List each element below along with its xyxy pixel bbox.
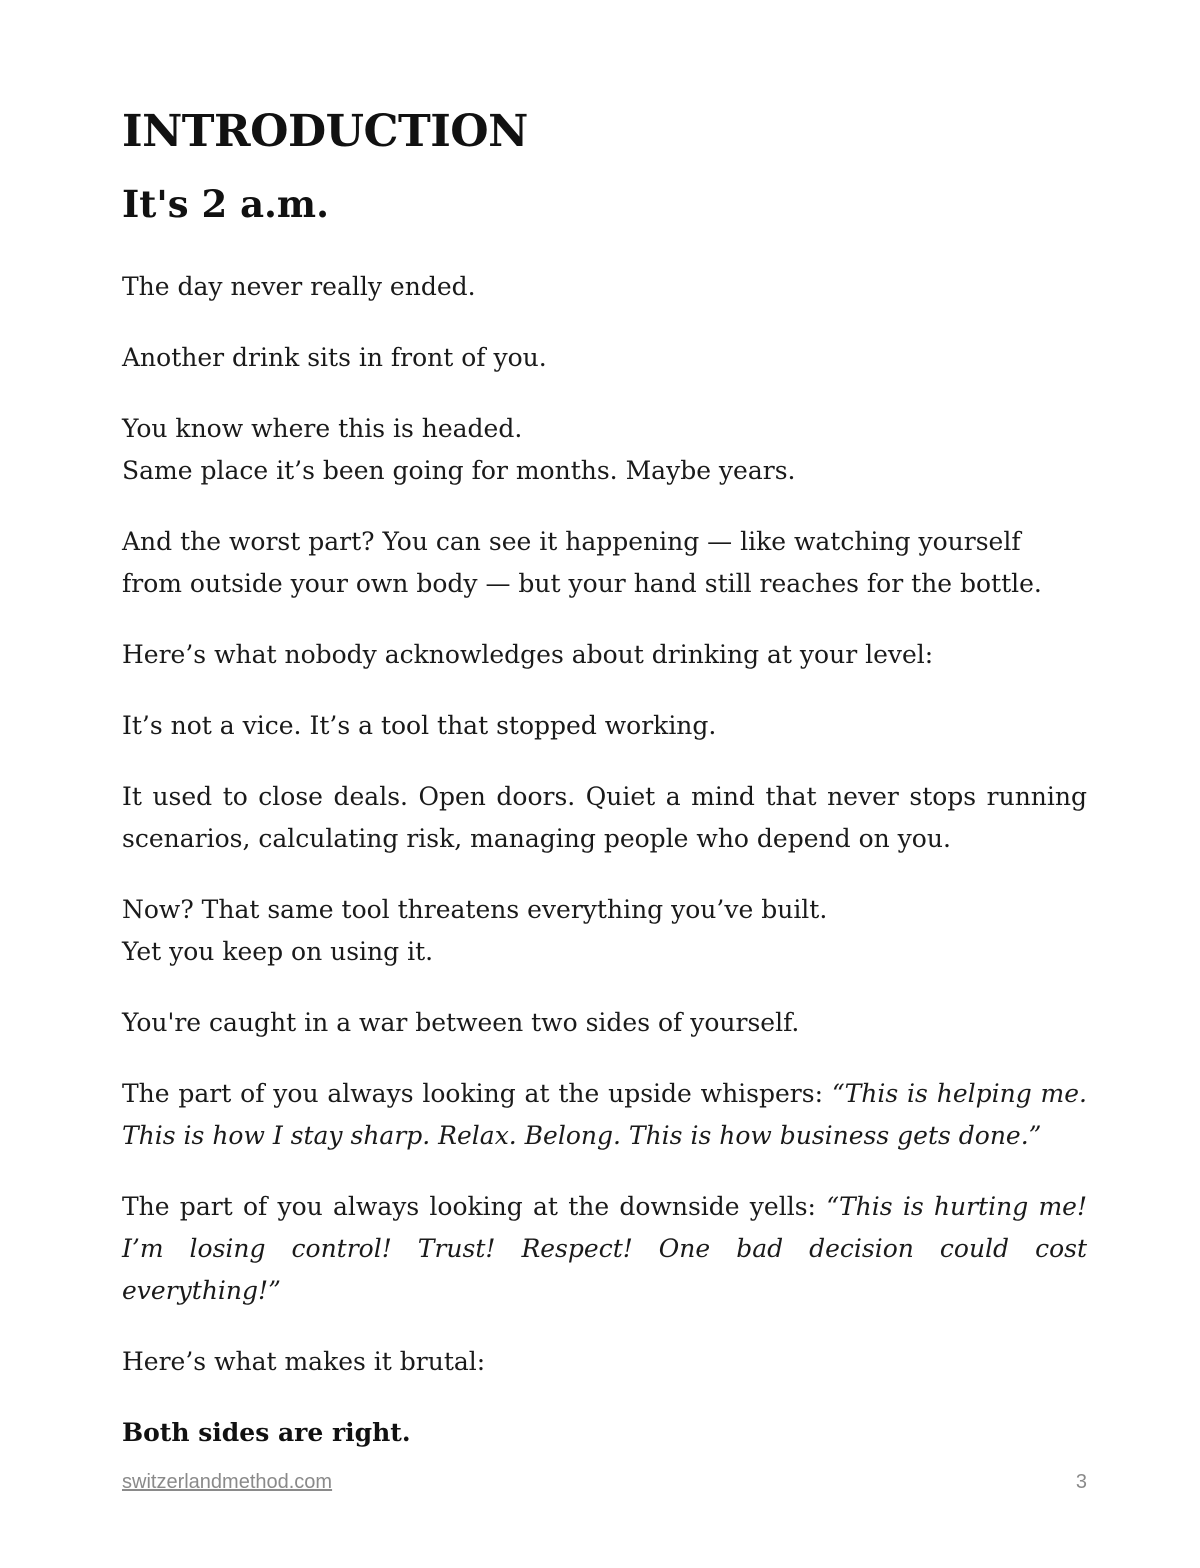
chapter-title: INTRODUCTION [122, 106, 528, 157]
chapter-subtitle: It's 2 a.m. [122, 182, 329, 226]
paragraph-line: You know where this is headed. [122, 414, 523, 443]
paragraph: It used to close deals. Open doors. Quiet a mind that never stops running scenarios, calculating risk, managing people who depend on you. [122, 782, 1087, 853]
downside-paragraph [122, 1186, 1087, 1312]
downside-quote: “This is hurting me! I’m losing control! Trust! Respect! One bad decision could cost everything!” [122, 1192, 1087, 1305]
paragraph: It’s not a vice. It’s a tool that stopped working. [122, 711, 717, 740]
paragraph-line: Now? That same tool threatens everything you’ve built. [122, 895, 828, 924]
upside-paragraph [122, 1073, 1087, 1157]
conclusion-statement: Both sides are right. [122, 1418, 411, 1447]
paragraph: You're caught in a war between two sides of yourself. [122, 1008, 800, 1037]
page-number: 3 [1075, 1470, 1087, 1493]
paragraph: Here’s what makes it brutal: [122, 1347, 486, 1376]
upside-quote: “This is helping me. This is how I stay sharp. Relax. Belong. This is how business gets done.” [122, 1079, 1087, 1150]
paragraph [122, 408, 1087, 492]
paragraph-line: Yet you keep on using it. [122, 937, 434, 966]
page-content [122, 98, 1087, 1454]
upside-lead: The part of you always looking at the upside whispers: [122, 1079, 832, 1108]
paragraph: Another drink sits in front of you. [122, 343, 547, 372]
page-footer [122, 1468, 1087, 1496]
paragraph [122, 889, 1087, 973]
paragraph: And the worst part? You can see it happening — like watching yourself from outside your own body — but your hand still reaches for the bottle. [122, 527, 1042, 598]
paragraph: Here’s what nobody acknowledges about drinking at your level: [122, 640, 934, 669]
footer-website-link[interactable]: switzerlandmethod.com [122, 1470, 333, 1493]
downside-lead: The part of you always looking at the downside yells: [122, 1192, 827, 1221]
paragraph: The day never really ended. [122, 272, 476, 301]
paragraph-line: Same place it’s been going for months. Maybe years. [122, 456, 796, 485]
